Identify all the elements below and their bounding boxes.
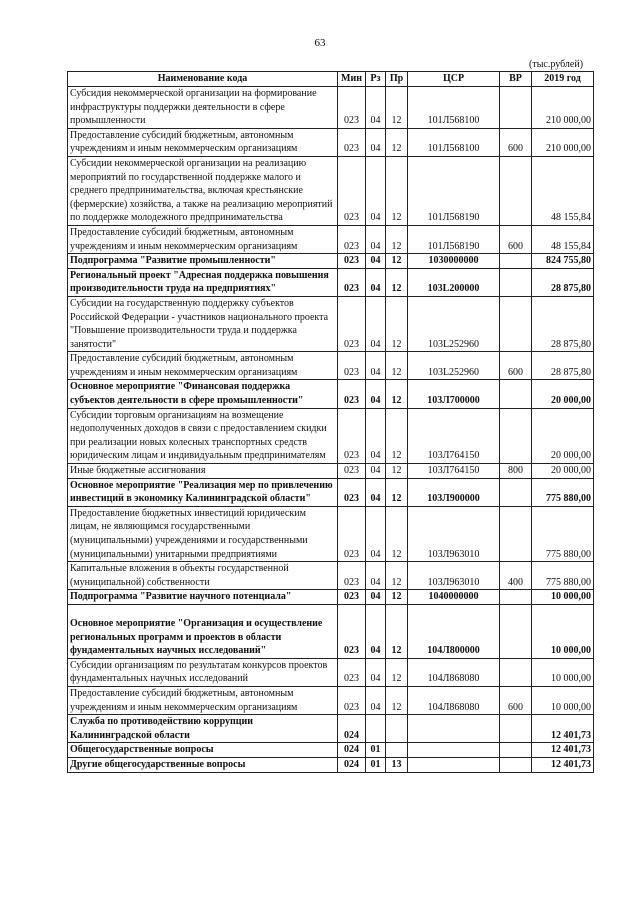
row-vr-cell (500, 408, 532, 463)
row-vr-cell: 600 (500, 225, 532, 253)
row-name-cell: Общегосударственные вопросы (68, 743, 338, 758)
row-amount-cell: 28 875,80 (532, 352, 594, 380)
row-csr-cell (408, 757, 500, 772)
row-csr-cell: 103Л764150 (408, 464, 500, 479)
table-row (68, 128, 594, 156)
row-min-cell: 023 (338, 87, 366, 129)
row-pr-cell: 12 (386, 352, 408, 380)
table-row (68, 658, 594, 686)
row-vr-cell: 600 (500, 686, 532, 714)
row-pr-cell: 12 (386, 380, 408, 408)
row-name-cell: Региональный проект "Адресная поддержка повышения производительности труда на предприятиях" (68, 268, 338, 296)
row-name-cell: Подпрограмма "Развитие научного потенциала" (68, 590, 338, 605)
row-rz-cell: 04 (366, 296, 386, 351)
header-name: Наименование кода (68, 72, 338, 87)
row-pr-cell: 12 (386, 658, 408, 686)
row-csr-cell: 103Л963010 (408, 562, 500, 590)
row-rz-cell: 04 (366, 478, 386, 506)
row-min-cell: 023 (338, 268, 366, 296)
row-csr-cell (408, 743, 500, 758)
row-pr-cell (386, 715, 408, 743)
row-name-cell: Предоставление субсидий бюджетным, автономным учреждениям и иным некоммерческим организациям (68, 686, 338, 714)
row-csr-cell: 101Л568100 (408, 128, 500, 156)
header-amount: 2019 год (532, 72, 594, 87)
row-name-cell: Другие общегосударственные вопросы (68, 757, 338, 772)
row-amount-cell: 775 880,00 (532, 506, 594, 561)
row-pr-cell: 12 (386, 464, 408, 479)
table-row (68, 380, 594, 408)
table-row (68, 296, 594, 351)
table-header-row (68, 72, 594, 87)
table-row (68, 506, 594, 561)
row-csr-cell: 103Л700000 (408, 380, 500, 408)
row-name-cell: Предоставление субсидий бюджетным, автономным учреждениям и иным некоммерческим организациям (68, 225, 338, 253)
table-row (68, 156, 594, 225)
row-rz-cell (366, 715, 386, 743)
header-rz: Рз (366, 72, 386, 87)
row-csr-cell: 101Л568190 (408, 225, 500, 253)
row-vr-cell (500, 156, 532, 225)
table-row (68, 268, 594, 296)
row-csr-cell: 103Л900000 (408, 478, 500, 506)
row-name-cell: Субсидии торговым организациям на возмещение недополученных доходов в связи с предоставлением скидки при реализации новых колесных транспортных средств юридическим лицам и индивидуальным предпринимателям (68, 408, 338, 463)
row-pr-cell: 12 (386, 128, 408, 156)
row-pr-cell: 12 (386, 562, 408, 590)
row-name-cell: Субсидии на государственную поддержку субъектов Российской Федерации - участников национального проекта "Повышение производительности труда и поддержка занятости" (68, 296, 338, 351)
row-rz-cell: 04 (366, 464, 386, 479)
header-min: Мин (338, 72, 366, 87)
row-min-cell: 023 (338, 254, 366, 269)
row-pr-cell: 12 (386, 87, 408, 129)
row-csr-cell: 1030000000 (408, 254, 500, 269)
units-label: (тыс.рублей) (529, 59, 584, 70)
row-amount-cell: 210 000,00 (532, 128, 594, 156)
row-min-cell: 023 (338, 352, 366, 380)
row-min-cell: 023 (338, 464, 366, 479)
row-pr-cell: 12 (386, 408, 408, 463)
table-row (68, 87, 594, 129)
table-row (68, 562, 594, 590)
row-min-cell: 023 (338, 478, 366, 506)
row-name-cell: Основное мероприятие "Финансовая поддержка субъектов деятельности в сфере промышленности" (68, 380, 338, 408)
row-amount-cell: 28 875,80 (532, 296, 594, 351)
row-min-cell: 023 (338, 296, 366, 351)
row-amount-cell: 824 755,80 (532, 254, 594, 269)
row-csr-cell: 103Л963010 (408, 506, 500, 561)
row-csr-cell: 103L252960 (408, 352, 500, 380)
row-rz-cell: 04 (366, 156, 386, 225)
row-amount-cell: 12 401,73 (532, 743, 594, 758)
row-rz-cell: 04 (366, 686, 386, 714)
row-csr-cell (408, 715, 500, 743)
row-min-cell: 023 (338, 506, 366, 561)
row-vr-cell (500, 296, 532, 351)
table-row (68, 225, 594, 253)
table-row (68, 743, 594, 758)
row-pr-cell: 13 (386, 757, 408, 772)
row-pr-cell: 12 (386, 156, 408, 225)
row-min-cell: 024 (338, 743, 366, 758)
row-vr-cell: 800 (500, 464, 532, 479)
row-csr-cell: 104Л868080 (408, 658, 500, 686)
table-row (68, 715, 594, 743)
row-name-cell: Предоставление субсидий бюджетным, автономным учреждениям и иным некоммерческим организациям (68, 352, 338, 380)
row-pr-cell: 12 (386, 604, 408, 658)
row-rz-cell: 04 (366, 590, 386, 605)
row-name-cell: Предоставление субсидий бюджетным, автономным учреждениям и иным некоммерческим организациям (68, 128, 338, 156)
row-name-cell: Субсидии организациям по результатам конкурсов проектов фундаментальных научных исследований (68, 658, 338, 686)
header-pr: Пр (386, 72, 408, 87)
row-name-cell: Капитальные вложения в объекты государственной (муниципальной) собственности (68, 562, 338, 590)
row-pr-cell: 12 (386, 268, 408, 296)
table-row (68, 590, 594, 605)
row-rz-cell: 04 (366, 87, 386, 129)
header-vr: ВР (500, 72, 532, 87)
row-vr-cell: 600 (500, 128, 532, 156)
table-row (68, 408, 594, 463)
row-csr-cell: 1040000000 (408, 590, 500, 605)
row-rz-cell: 04 (366, 352, 386, 380)
row-amount-cell: 20 000,00 (532, 380, 594, 408)
row-csr-cell: 103L200000 (408, 268, 500, 296)
row-name-cell: Субсидии некоммерческой организации на реализацию мероприятий по государственной поддержке малого и среднего предпринимательства, включая крестьянские (фермерские) хозяйства, а также на реализацию мероприятий по поддержке молодежного предпринимательства (68, 156, 338, 225)
row-name-cell: Служба по противодействию коррупции Калининградской области (68, 715, 338, 743)
row-amount-cell: 12 401,73 (532, 715, 594, 743)
row-csr-cell: 104Л868080 (408, 686, 500, 714)
row-amount-cell: 10 000,00 (532, 658, 594, 686)
row-rz-cell: 04 (366, 128, 386, 156)
row-rz-cell: 04 (366, 408, 386, 463)
row-vr-cell (500, 380, 532, 408)
row-vr-cell (500, 87, 532, 129)
row-vr-cell: 400 (500, 562, 532, 590)
row-min-cell: 024 (338, 757, 366, 772)
row-min-cell: 023 (338, 128, 366, 156)
table-row (68, 478, 594, 506)
row-pr-cell: 12 (386, 506, 408, 561)
row-csr-cell: 103L252960 (408, 296, 500, 351)
row-rz-cell: 04 (366, 225, 386, 253)
row-name-cell: Субсидия некоммерческой организации на формирование инфраструктуры поддержки деятельности в сфере промышленности (68, 87, 338, 129)
row-pr-cell: 12 (386, 590, 408, 605)
row-amount-cell: 12 401,73 (532, 757, 594, 772)
row-rz-cell: 04 (366, 562, 386, 590)
row-vr-cell (500, 268, 532, 296)
row-name-cell: Основное мероприятие "Организация и осуществление региональных программ и проектов в области фундаментальных научных исследований" (68, 604, 338, 658)
row-rz-cell: 04 (366, 268, 386, 296)
row-min-cell: 023 (338, 225, 366, 253)
row-amount-cell: 20 000,00 (532, 464, 594, 479)
row-vr-cell (500, 604, 532, 658)
row-pr-cell: 12 (386, 478, 408, 506)
row-vr-cell (500, 506, 532, 561)
row-amount-cell: 20 000,00 (532, 408, 594, 463)
row-amount-cell: 48 155,84 (532, 156, 594, 225)
row-min-cell: 023 (338, 658, 366, 686)
row-min-cell: 023 (338, 408, 366, 463)
row-rz-cell: 04 (366, 658, 386, 686)
row-amount-cell: 10 000,00 (532, 686, 594, 714)
row-rz-cell: 04 (366, 380, 386, 408)
table-row (68, 604, 594, 658)
page-number: 63 (314, 37, 326, 49)
header-csr: ЦСР (408, 72, 500, 87)
row-amount-cell: 775 880,00 (532, 478, 594, 506)
row-rz-cell: 04 (366, 604, 386, 658)
row-csr-cell: 103Л764150 (408, 408, 500, 463)
row-min-cell: 023 (338, 562, 366, 590)
row-pr-cell: 12 (386, 296, 408, 351)
row-min-cell: 024 (338, 715, 366, 743)
table-row (68, 464, 594, 479)
row-rz-cell: 04 (366, 506, 386, 561)
row-csr-cell: 101Л568190 (408, 156, 500, 225)
row-min-cell: 023 (338, 590, 366, 605)
row-amount-cell: 775 880,00 (532, 562, 594, 590)
row-rz-cell: 01 (366, 757, 386, 772)
row-amount-cell: 10 000,00 (532, 590, 594, 605)
row-amount-cell: 210 000,00 (532, 87, 594, 129)
table-row (68, 757, 594, 772)
budget-table (67, 71, 594, 773)
row-amount-cell: 48 155,84 (532, 225, 594, 253)
row-min-cell: 023 (338, 380, 366, 408)
row-vr-cell (500, 590, 532, 605)
row-rz-cell: 04 (366, 254, 386, 269)
row-amount-cell: 28 875,80 (532, 268, 594, 296)
row-pr-cell: 12 (386, 225, 408, 253)
row-min-cell: 023 (338, 686, 366, 714)
row-name-cell: Предоставление бюджетных инвестиций юридическим лицам, не являющимся государственными (муниципальными) учреждениями и государственными (муниципальными) унитарными предприятиями (68, 506, 338, 561)
row-vr-cell: 600 (500, 352, 532, 380)
row-pr-cell: 12 (386, 254, 408, 269)
table-row (68, 254, 594, 269)
row-csr-cell: 104Л800000 (408, 604, 500, 658)
row-pr-cell (386, 743, 408, 758)
row-pr-cell: 12 (386, 686, 408, 714)
row-name-cell: Подпрограмма "Развитие промышленности" (68, 254, 338, 269)
row-name-cell: Иные бюджетные ассигнования (68, 464, 338, 479)
row-vr-cell (500, 743, 532, 758)
row-min-cell: 023 (338, 604, 366, 658)
row-min-cell: 023 (338, 156, 366, 225)
row-vr-cell (500, 478, 532, 506)
row-amount-cell: 10 000,00 (532, 604, 594, 658)
row-name-cell: Основное мероприятие "Реализация мер по привлечению инвестиций в экономику Калининградской области" (68, 478, 338, 506)
row-vr-cell (500, 715, 532, 743)
row-rz-cell: 01 (366, 743, 386, 758)
table-row (68, 352, 594, 380)
row-csr-cell: 101Л568100 (408, 87, 500, 129)
table-row (68, 686, 594, 714)
row-vr-cell (500, 757, 532, 772)
row-vr-cell (500, 254, 532, 269)
row-vr-cell (500, 658, 532, 686)
